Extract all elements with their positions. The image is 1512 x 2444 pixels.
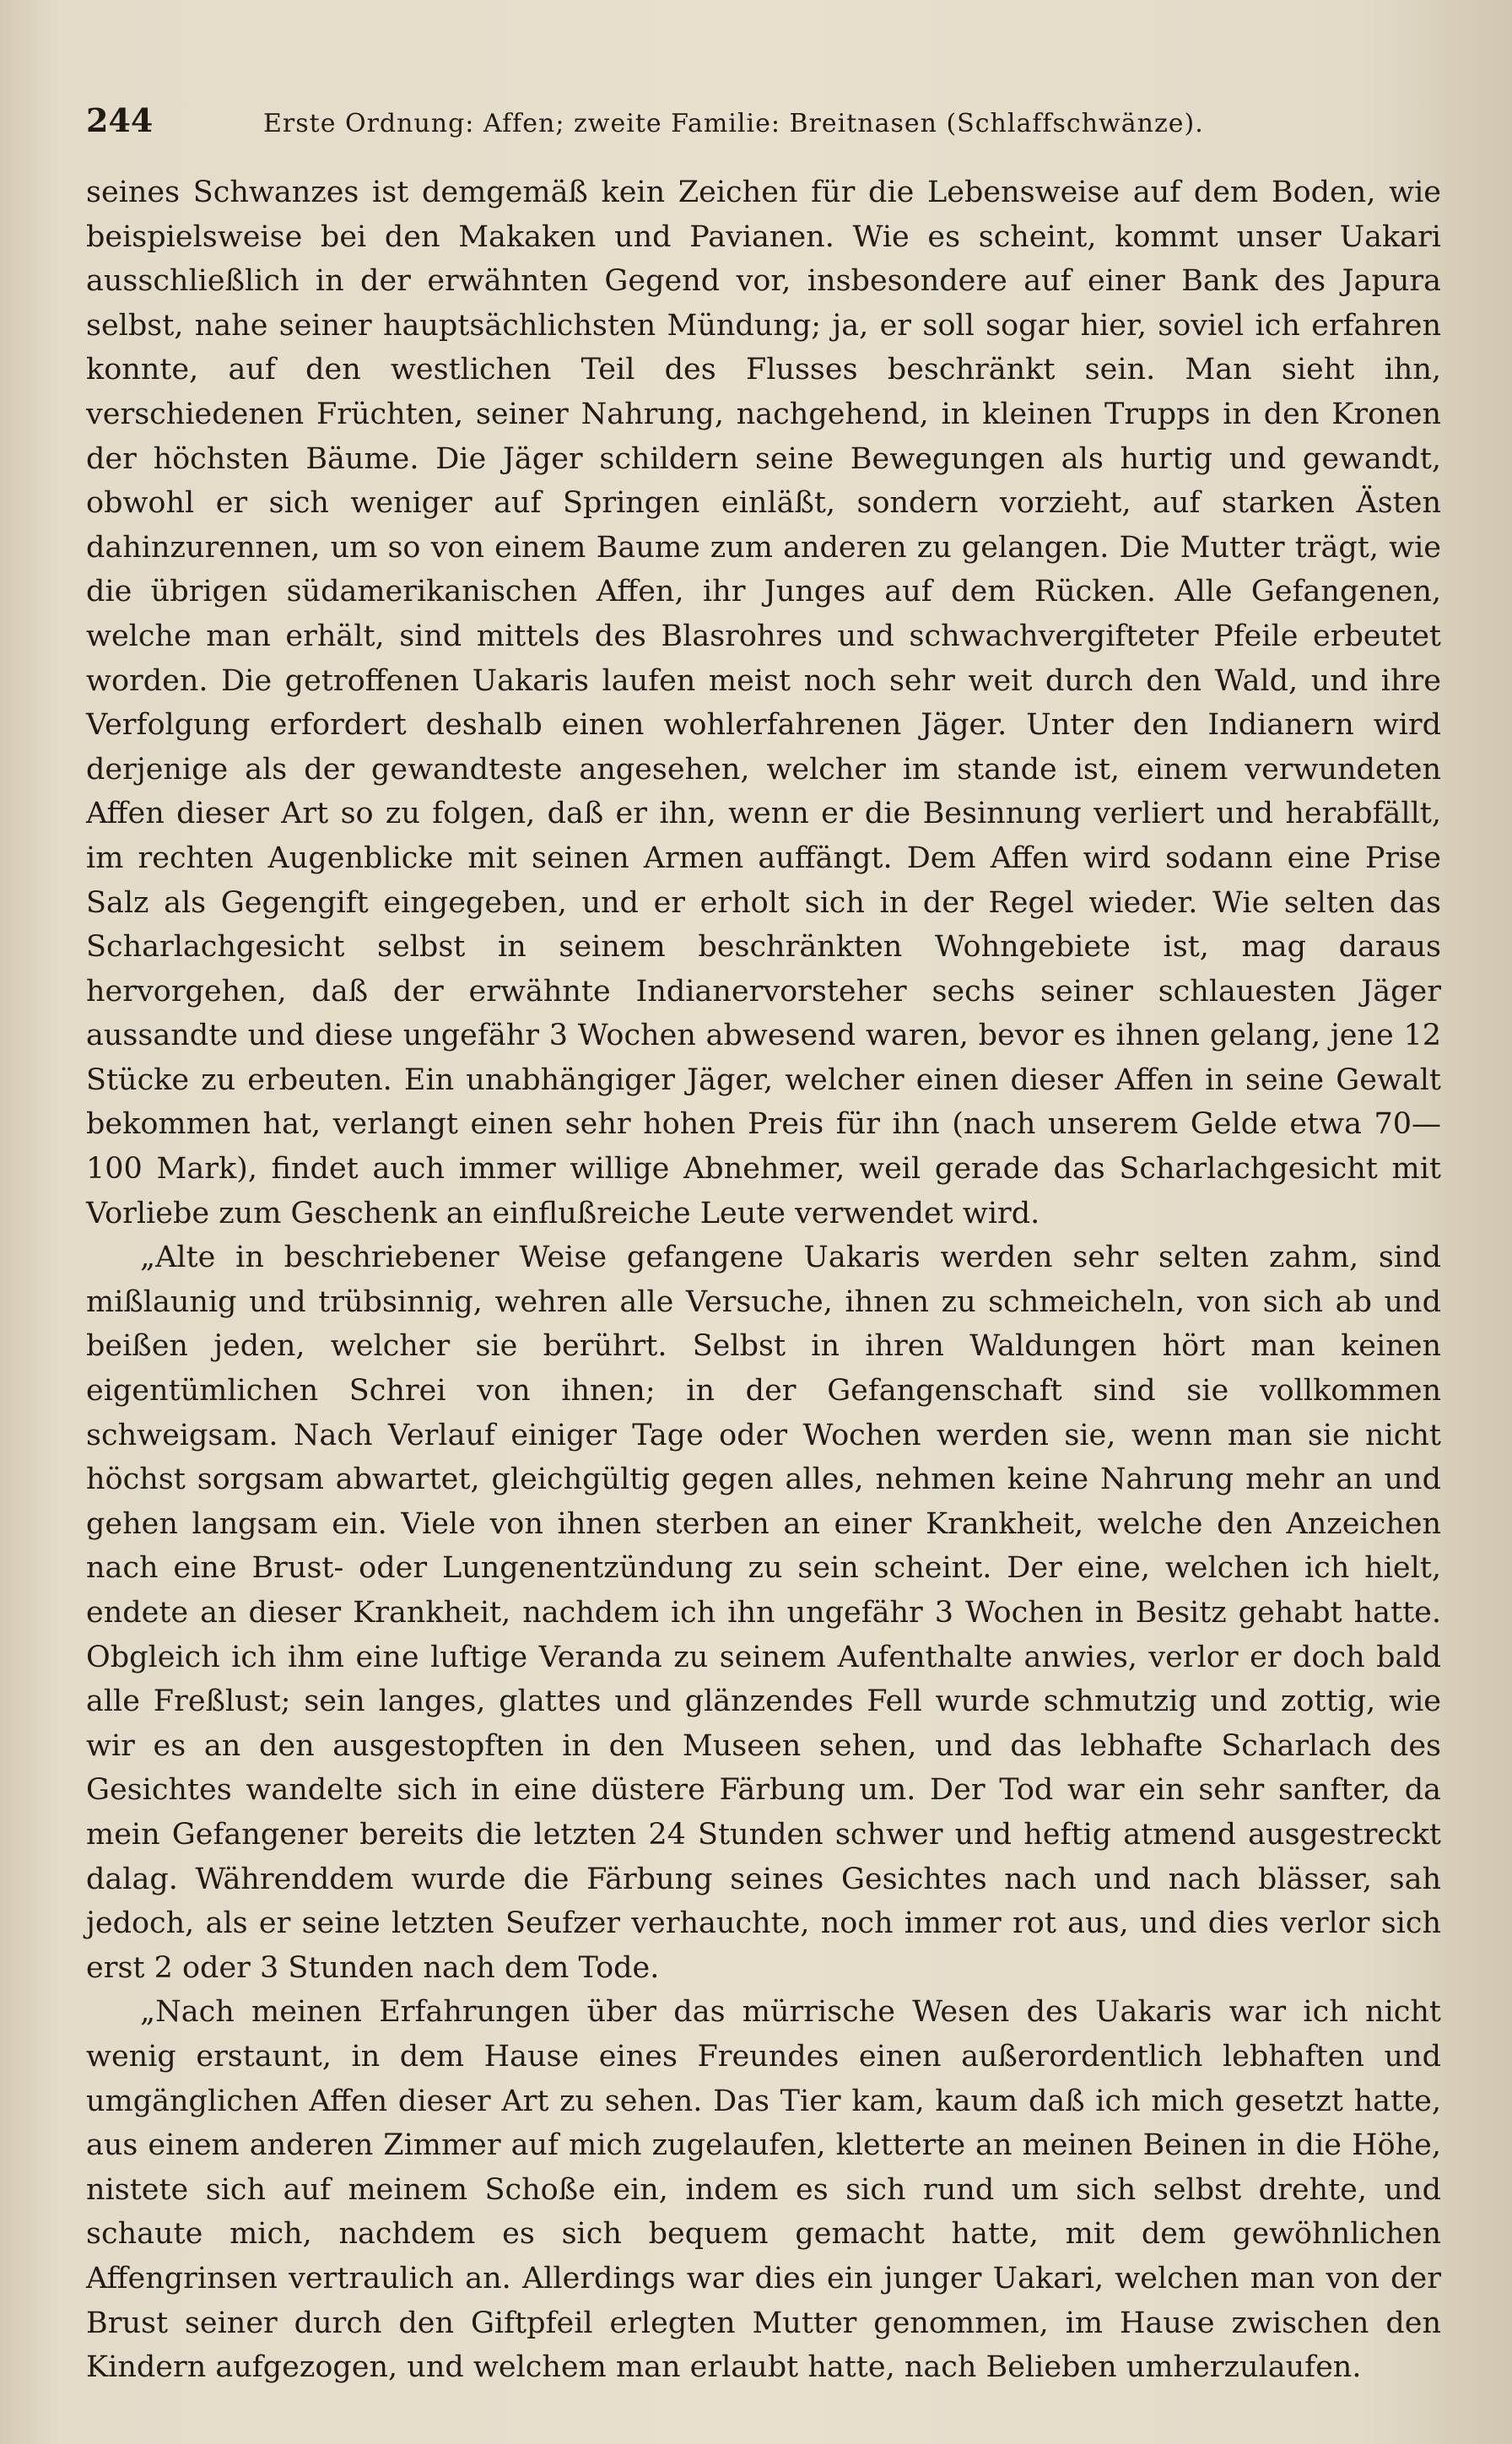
body-text (86, 170, 1441, 2390)
page-number: 244 (86, 101, 154, 139)
paragraph-1: seines Schwanzes ist demgemäß kein Zeichen für die Lebensweise auf dem Boden, wie beispielsweise bei den Makaken und Pavianen. Wie es scheint, kommt unser Uakari ausschließlich in der erwähnten Gegend vor, insbesondere auf einer Bank des Japura selbst, nahe seiner hauptsächlichsten Mündung; ja, er soll sogar hier, soviel ich erfahren konnte, auf den westlichen Teil des Flusses beschränkt sein. Man sieht ihn, verschiedenen Früchten, seiner Nahrung, nachgehend, in kleinen Trupps in den Kronen der höchsten Bäume. Die Jäger schildern seine Bewegungen als hurtig und gewandt, obwohl er sich weniger auf Springen einläßt, sondern vorzieht, auf starken Ästen dahinzurennen, um so von einem Baume zum anderen zu gelangen. Die Mutter trägt, wie die übrigen südamerikanischen Affen, ihr Junges auf dem Rücken. Alle Gefangenen, welche man erhält, sind mittels des Blasrohres und schwachvergifteter Pfeile erbeutet worden. Die getroffenen Uakaris laufen meist noch sehr weit durch den Wald, und ihre Verfolgung erfordert deshalb einen wohlerfahrenen Jäger. Unter den Indianern wird derjenige als der gewandteste angesehen, welcher im stande ist, einem verwundeten Affen dieser Art so zu folgen, daß er ihn, wenn er die Besinnung verliert und herabfällt, im rechten Augenblicke mit seinen Armen auffängt. Dem Affen wird sodann eine Prise Salz als Gegengift eingegeben, und er erholt sich in der Regel wieder. Wie selten das Scharlachgesicht selbst in seinem beschränkten Wohngebiete ist, mag daraus hervorgehen, daß der erwähnte Indianervorsteher sechs seiner schlauesten Jäger aussandte und diese ungefähr 3 Wochen abwesend waren, bevor es ihnen gelang, jene 12 Stücke zu erbeuten. Ein unabhängiger Jäger, welcher einen dieser Affen in seine Gewalt bekommen hat, verlangt einen sehr hohen Preis für ihn (nach unserem Gelde etwa 70—100 Mark), findet auch immer willige Abnehmer, weil gerade das Scharlachgesicht mit Vorliebe zum Geschenk an einflußreiche Leute verwendet wird. (86, 176, 1441, 1230)
paragraph-2: „Alte in beschriebener Weise gefangene Uakaris werden sehr selten zahm, sind mißlaunig und trübsinnig, wehren alle Versuche, ihnen zu schmeicheln, von sich ab und beißen jeden, welcher sie berührt. Selbst in ihren Waldungen hört man keinen eigentümlichen Schrei von ihnen; in der Gefangenschaft sind sie vollkommen schweigsam. Nach Verlauf einiger Tage oder Wochen werden sie, wenn man sie nicht höchst sorgsam abwartet, gleichgültig gegen alles, nehmen keine Nahrung mehr an und gehen langsam ein. Viele von ihnen sterben an einer Krankheit, welche den Anzeichen nach eine Brust- oder Lungenentzündung zu sein scheint. Der eine, welchen ich hielt, endete an dieser Krankheit, nachdem ich ihn ungefähr 3 Wochen in Besitz gehabt hatte. Obgleich ich ihm eine luftige Veranda zu seinem Aufenthalte anwies, verlor er doch bald alle Freßlust; sein langes, glattes und glänzendes Fell wurde schmutzig und zottig, wie wir es an den ausgestopften in den Museen sehen, und das lebhafte Scharlach des Gesichtes wandelte sich in eine düstere Färbung um. Der Tod war ein sehr sanfter, da mein Gefangener bereits die letzten 24 Stunden schwer und heftig atmend ausgestreckt dalag. Währenddem wurde die Färbung seines Gesichtes nach und nach blässer, sah jedoch, als er seine letzten Seufzer verhauchte, noch immer rot aus, und dies verlor sich erst 2 oder 3 Stunden nach dem Tode. (86, 1241, 1441, 1985)
paragraph-3: „Nach meinen Erfahrungen über das mürrische Wesen des Uakaris war ich nicht wenig erstaunt, in dem Hause eines Freundes einen außerordentlich lebhaften und umgänglichen Affen dieser Art zu sehen. Das Tier kam, kaum daß ich mich gesetzt hatte, aus einem anderen Zimmer auf mich zugelaufen, kletterte an meinen Beinen in die Höhe, nistete sich auf meinem Schoße ein, indem es sich rund um sich selbst drehte, und schaute mich, nachdem es sich bequem gemacht hatte, mit dem gewöhnlichen Affengrinsen vertraulich an. Allerdings war dies ein junger Uakari, welchen man von der Brust seiner durch den Giftpfeil erlegten Mutter genommen, im Hause zwischen den Kindern aufgezogen, und welchem man erlaubt hatte, nach Belieben umherzulaufen. (86, 1995, 1441, 2385)
running-head (86, 101, 1441, 145)
running-title: Erste Ordnung: Affen; zweite Familie: Breitnasen (Schlaffschwänze). (263, 109, 1204, 138)
